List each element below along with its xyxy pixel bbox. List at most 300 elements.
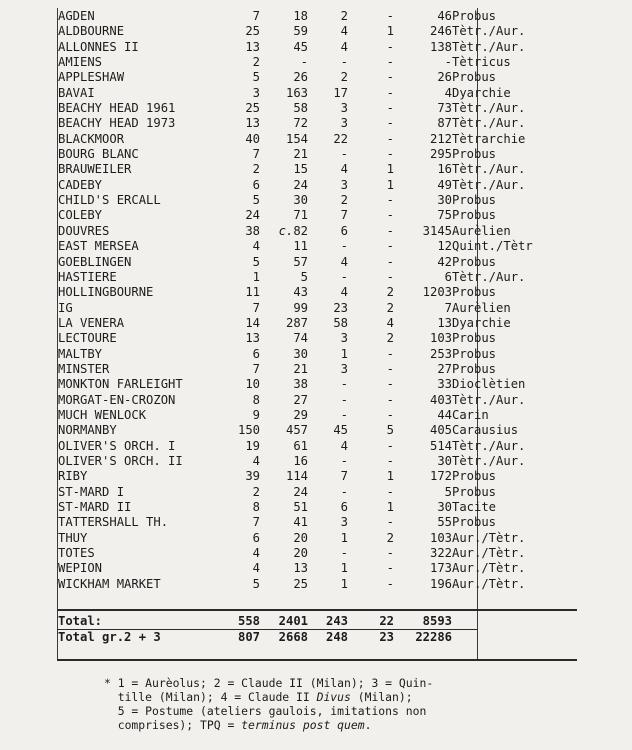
col-b-value: 82 <box>293 223 308 238</box>
col-b: 457 <box>285 423 308 438</box>
col-e: 1203 <box>422 285 452 300</box>
col-c: 45 <box>333 423 348 438</box>
col-a: 8 <box>252 392 260 407</box>
col-a: 38 <box>245 223 260 238</box>
col-b: 72 <box>293 116 308 131</box>
col-d: - <box>386 147 394 162</box>
col-d: 2 <box>386 530 394 545</box>
col-e: 75 <box>437 208 452 223</box>
col-b: - <box>300 55 308 70</box>
col-e: 212 <box>429 131 452 146</box>
tpq-emperor: Tètr./Aur. <box>452 24 526 39</box>
col-b: 26 <box>293 70 308 85</box>
col-b: 24 <box>293 484 308 499</box>
hoard-name: BRAUWEILER <box>58 162 132 177</box>
hoard-name: EAST MERSEA <box>58 239 139 254</box>
col-a: 4 <box>252 561 260 576</box>
table-row <box>58 515 548 530</box>
col-b: 20 <box>293 546 308 561</box>
tpq-emperor: Carausius <box>452 423 519 438</box>
col-d: - <box>386 116 394 131</box>
col-b: 5 <box>300 269 308 284</box>
col-c: 4 <box>340 24 348 39</box>
hoard-name: AMIENS <box>58 55 103 70</box>
col-e: 196 <box>429 576 452 591</box>
table-row <box>58 40 548 55</box>
col-a: 40 <box>245 131 260 146</box>
hoard-name: AGDEN <box>58 9 95 23</box>
tpq-emperor: Probus <box>452 254 497 269</box>
col-a: 150 <box>237 423 260 438</box>
col-e: 87 <box>437 116 452 131</box>
footnote-line: tille (Milan); 4 = Claude II <box>104 690 317 704</box>
hoard-name: MALTBY <box>58 346 103 361</box>
footnote-line: 5 = Postume (ateliers gaulois, imitations non <box>104 704 427 718</box>
col-c: - <box>340 407 348 422</box>
col-d: 2 <box>386 300 394 315</box>
totals-bottom-rule <box>57 659 577 661</box>
col-a: 7 <box>252 515 260 530</box>
col-d: - <box>386 392 394 407</box>
col-e: 514 <box>429 438 452 453</box>
hoard-name: MONKTON FARLEIGHT <box>58 377 183 392</box>
col-a: 4 <box>252 546 260 561</box>
hoard-name: WICKHAM MARKET <box>58 576 161 591</box>
col-a: 3 <box>252 85 260 100</box>
hoard-name: CADEBY <box>58 177 103 192</box>
footnote <box>104 676 433 732</box>
table-row <box>58 132 548 147</box>
hoard-name: MINSTER <box>58 361 110 376</box>
col-e: - <box>444 55 452 70</box>
col-e: 42 <box>437 254 452 269</box>
col-d: 1 <box>386 162 394 177</box>
tpq-emperor: Tètr./Aur. <box>452 269 526 284</box>
col-c: - <box>340 546 348 561</box>
col-e: 172 <box>429 469 452 484</box>
col-b: 58 <box>293 101 308 116</box>
col-d: - <box>386 576 394 591</box>
col-b: 21 <box>293 361 308 376</box>
table-row <box>58 454 548 469</box>
col-e: 173 <box>429 561 452 576</box>
table-row <box>58 561 548 576</box>
col-a: 24 <box>245 208 260 223</box>
tpq-emperor: Probus <box>452 484 497 499</box>
col-c: 3 <box>340 116 348 131</box>
table-row <box>58 316 548 331</box>
totals-col-e: 22286 <box>415 629 452 644</box>
hoard-name: TOTES <box>58 546 95 561</box>
col-c: 4 <box>340 162 348 177</box>
tpq-emperor: Probus <box>452 331 497 346</box>
col-a: 39 <box>245 469 260 484</box>
col-d: 1 <box>386 24 394 39</box>
hoard-name: OLIVER'S ORCH. II <box>58 453 183 468</box>
col-b: 24 <box>293 177 308 192</box>
col-b: 71 <box>293 208 308 223</box>
tpq-emperor: Quint./Tètr <box>452 239 533 254</box>
col-d: 2 <box>386 331 394 346</box>
col-b: 18 <box>293 9 308 23</box>
hoard-name: BOURG BLANC <box>58 147 139 162</box>
totals-row <box>58 614 452 630</box>
hoard-name: ALDBOURNE <box>58 24 125 39</box>
col-e: 73 <box>437 101 452 116</box>
hoard-name: HOLLINGBOURNE <box>58 285 154 300</box>
hoard-name: BEACHY HEAD 1961 <box>58 101 176 116</box>
col-c: - <box>340 239 348 254</box>
col-c: 4 <box>340 254 348 269</box>
table-row <box>58 24 548 39</box>
col-d: 1 <box>386 500 394 514</box>
table-row <box>58 70 548 85</box>
col-b <box>260 224 308 239</box>
tpq-emperor: Probus <box>452 515 497 530</box>
col-c: 17 <box>333 85 348 100</box>
table-row <box>58 531 548 546</box>
col-e: 103 <box>429 530 452 545</box>
col-a: 5 <box>252 193 260 208</box>
totals-label: Total gr.2 + 3 <box>58 629 161 644</box>
table-row <box>58 377 548 392</box>
tpq-emperor: Aurèlien <box>452 300 511 315</box>
hoard-name: CHILD'S ERCALL <box>58 193 161 208</box>
col-d: - <box>386 515 394 530</box>
col-d: - <box>386 101 394 116</box>
totals-col-a: 558 <box>237 614 260 628</box>
col-c: 3 <box>340 361 348 376</box>
col-b: 16 <box>293 453 308 468</box>
col-c: 4 <box>340 39 348 54</box>
col-d: 4 <box>386 315 394 330</box>
table-row <box>58 208 548 223</box>
col-b: 43 <box>293 285 308 300</box>
col-a: 11 <box>245 285 260 300</box>
table-row <box>58 178 548 193</box>
col-b: 13 <box>293 561 308 576</box>
table-row <box>58 239 548 254</box>
col-d: 1 <box>386 469 394 484</box>
tpq-emperor: Tacite <box>452 500 497 514</box>
tpq-emperor: Tètricus <box>452 55 511 70</box>
footnote-italic: terminus post quem <box>241 718 365 732</box>
totals-label: Total: <box>58 614 103 628</box>
col-a: 13 <box>245 39 260 54</box>
col-d: - <box>386 438 394 453</box>
table-row <box>58 485 548 500</box>
table-row <box>58 469 548 484</box>
table-row <box>58 331 548 346</box>
col-d: - <box>386 361 394 376</box>
table-row <box>58 224 548 239</box>
col-d: - <box>386 407 394 422</box>
hoard-name: BLACKMOOR <box>58 131 125 146</box>
col-b: 25 <box>293 576 308 591</box>
hoard-name: ST-MARD II <box>58 500 132 514</box>
col-c: 3 <box>340 101 348 116</box>
col-b: 20 <box>293 530 308 545</box>
hoard-name: THUY <box>58 530 88 545</box>
col-e: 30 <box>437 500 452 514</box>
col-c: 2 <box>340 9 348 23</box>
col-e: 30 <box>437 453 452 468</box>
col-e: 30 <box>437 193 452 208</box>
col-e: 103 <box>429 331 452 346</box>
col-e: 3145 <box>422 223 452 238</box>
col-b: 51 <box>293 500 308 514</box>
col-d: - <box>386 239 394 254</box>
footnote-line: . <box>364 718 372 732</box>
table-row <box>58 270 548 285</box>
col-a: 7 <box>252 9 260 23</box>
hoard-name: WEPION <box>58 561 103 576</box>
col-b: 45 <box>293 39 308 54</box>
table-row <box>58 347 548 362</box>
tpq-emperor: Aur./Tètr. <box>452 546 526 561</box>
tpq-emperor: Probus <box>452 147 497 162</box>
col-d: - <box>386 70 394 85</box>
col-e: 55 <box>437 515 452 530</box>
col-c: - <box>340 484 348 499</box>
col-b: 30 <box>293 346 308 361</box>
col-c: - <box>340 55 348 70</box>
tpq-emperor: Tètr./Aur. <box>452 177 526 192</box>
totals-top-rule <box>57 609 577 611</box>
col-d: - <box>386 484 394 499</box>
hoard-name: MORGAT-EN-CROZON <box>58 392 176 407</box>
hoard-name: ALLONNES II <box>58 39 139 54</box>
table-row <box>58 193 548 208</box>
col-a: 13 <box>245 116 260 131</box>
col-e: 33 <box>437 377 452 392</box>
col-e: 49 <box>437 177 452 192</box>
col-d: - <box>386 85 394 100</box>
col-e: 12 <box>437 239 452 254</box>
col-a: 6 <box>252 346 260 361</box>
tpq-emperor: Dioclètien <box>452 377 526 392</box>
hoard-name: ST-MARD I <box>58 484 125 499</box>
tpq-emperor: Probus <box>452 9 497 23</box>
table-row <box>58 86 548 101</box>
col-c: 1 <box>340 561 348 576</box>
tpq-emperor: Probus <box>452 193 497 208</box>
col-e: 295 <box>429 147 452 162</box>
col-c: 2 <box>340 193 348 208</box>
table-row <box>58 55 548 70</box>
col-a: 2 <box>252 55 260 70</box>
hoard-name: DOUVRES <box>58 223 110 238</box>
tpq-emperor: Probus <box>452 70 497 85</box>
col-a: 2 <box>252 162 260 177</box>
col-a: 2 <box>252 484 260 499</box>
col-e: 4 <box>444 85 452 100</box>
col-a: 13 <box>245 331 260 346</box>
tpq-emperor: Tètrarchie <box>452 131 526 146</box>
footnote-italic: Divus <box>316 690 351 704</box>
table-row <box>58 439 548 454</box>
col-e: 403 <box>429 392 452 407</box>
hoard-name: BEACHY HEAD 1973 <box>58 116 176 131</box>
table-row <box>58 162 548 177</box>
hoard-name: IG <box>58 300 73 315</box>
table-row <box>58 301 548 316</box>
col-d: - <box>386 546 394 561</box>
col-d: - <box>386 223 394 238</box>
col-c: 3 <box>340 331 348 346</box>
hoard-name: LECTOURE <box>58 331 117 346</box>
col-e: 13 <box>437 315 452 330</box>
col-b: 29 <box>293 407 308 422</box>
col-c: - <box>340 269 348 284</box>
col-b: 61 <box>293 438 308 453</box>
col-c: 23 <box>333 300 348 315</box>
col-d: - <box>386 269 394 284</box>
col-c: - <box>340 392 348 407</box>
tpq-emperor: Aur./Tètr. <box>452 576 526 591</box>
col-c: - <box>340 147 348 162</box>
tpq-emperor: Tètr./Aur. <box>452 101 526 116</box>
hoard-name: HASTIERE <box>58 269 117 284</box>
table-row <box>58 101 548 116</box>
table-row <box>58 546 548 561</box>
col-e: 253 <box>429 346 452 361</box>
col-a: 5 <box>252 576 260 591</box>
col-d: - <box>386 254 394 269</box>
col-c: 4 <box>340 285 348 300</box>
col-d: 1 <box>386 177 394 192</box>
col-d: - <box>386 9 394 23</box>
col-e: 6 <box>444 269 452 284</box>
table-row <box>58 255 548 270</box>
table-row <box>58 500 548 515</box>
tpq-emperor: Aur./Tètr. <box>452 561 526 576</box>
footnote-line: (Milan); <box>350 690 413 704</box>
table-row <box>58 9 548 24</box>
col-b: 163 <box>285 85 308 100</box>
tpq-emperor: Tètr./Aur. <box>452 438 526 453</box>
col-b: 15 <box>293 162 308 177</box>
col-e: 138 <box>429 39 452 54</box>
totals-col-a: 807 <box>237 629 260 644</box>
table-row <box>58 408 548 423</box>
col-c: - <box>340 377 348 392</box>
col-a: 4 <box>252 239 260 254</box>
col-c: 1 <box>340 346 348 361</box>
hoard-name: BAVAI <box>58 85 95 100</box>
col-c: 22 <box>333 131 348 146</box>
footnote-line: * 1 = Aurèolus; 2 = Claude II (Milan); 3 = Quin- <box>104 676 434 690</box>
col-c: 6 <box>340 223 348 238</box>
col-e: 405 <box>429 423 452 438</box>
col-e: 7 <box>444 300 452 315</box>
col-b: 27 <box>293 392 308 407</box>
hoard-name: OLIVER'S ORCH. I <box>58 438 176 453</box>
totals-row <box>58 630 452 646</box>
hoards-table-body <box>58 9 548 592</box>
col-d: - <box>386 55 394 70</box>
col-c: 3 <box>340 515 348 530</box>
hoard-name: LA VENERA <box>58 315 125 330</box>
col-e: 26 <box>437 70 452 85</box>
col-c: 7 <box>340 208 348 223</box>
col-d: - <box>386 453 394 468</box>
hoard-name: TATTERSHALL TH. <box>58 515 169 530</box>
col-d: - <box>386 39 394 54</box>
col-c: 1 <box>340 530 348 545</box>
col-c: 2 <box>340 70 348 85</box>
col-e: 246 <box>429 24 452 39</box>
hoard-name: NORMANBY <box>58 423 117 438</box>
totals-col-d: 23 <box>379 629 394 644</box>
col-d: - <box>386 208 394 223</box>
tpq-emperor: Tètr./Aur. <box>452 453 526 468</box>
col-d: - <box>386 561 394 576</box>
tpq-emperor: Probus <box>452 361 497 376</box>
hoards-table <box>58 9 548 592</box>
col-e: 46 <box>437 9 452 23</box>
totals-table <box>58 614 452 645</box>
col-c: 58 <box>333 315 348 330</box>
col-c: 4 <box>340 438 348 453</box>
col-c: 3 <box>340 177 348 192</box>
col-a: 4 <box>252 453 260 468</box>
col-d: - <box>386 346 394 361</box>
tpq-emperor: Aur./Tètr. <box>452 530 526 545</box>
col-b: 114 <box>285 469 308 484</box>
col-b: 30 <box>293 193 308 208</box>
col-a: 8 <box>252 500 260 514</box>
col-a: 10 <box>245 377 260 392</box>
col-b: 57 <box>293 254 308 269</box>
tpq-emperor: Dyarchie <box>452 315 511 330</box>
col-d: - <box>386 131 394 146</box>
totals-col-b: 2668 <box>278 629 308 644</box>
col-a: 7 <box>252 147 260 162</box>
totals-col-c: 243 <box>325 614 348 628</box>
col-a: 25 <box>245 101 260 116</box>
tpq-emperor: Tètr./Aur. <box>452 116 526 131</box>
col-d: 5 <box>386 423 394 438</box>
circa-prefix: c. <box>278 223 294 238</box>
tpq-emperor: Probus <box>452 346 497 361</box>
col-a: 7 <box>252 300 260 315</box>
tpq-emperor: Aurèlien <box>452 223 511 238</box>
col-b: 38 <box>293 377 308 392</box>
tpq-emperor: Dyarchie <box>452 85 511 100</box>
table-row <box>58 362 548 377</box>
col-a: 7 <box>252 361 260 376</box>
tpq-emperor: Tètr./Aur. <box>452 392 526 407</box>
col-b: 59 <box>293 24 308 39</box>
col-d: - <box>386 377 394 392</box>
footnote-line: comprises); TPQ = <box>104 718 242 732</box>
col-b: 99 <box>293 300 308 315</box>
col-c: 7 <box>340 469 348 484</box>
col-e: 27 <box>437 361 452 376</box>
table-row <box>58 147 548 162</box>
tpq-emperor: Carin <box>452 407 489 422</box>
table-row <box>58 577 548 592</box>
col-c: 1 <box>340 576 348 591</box>
col-a: 1 <box>252 269 260 284</box>
table-row <box>58 393 548 408</box>
col-a: 6 <box>252 530 260 545</box>
col-b: 74 <box>293 331 308 346</box>
col-b: 41 <box>293 515 308 530</box>
table-row <box>58 285 548 300</box>
col-e: 5 <box>444 484 452 499</box>
